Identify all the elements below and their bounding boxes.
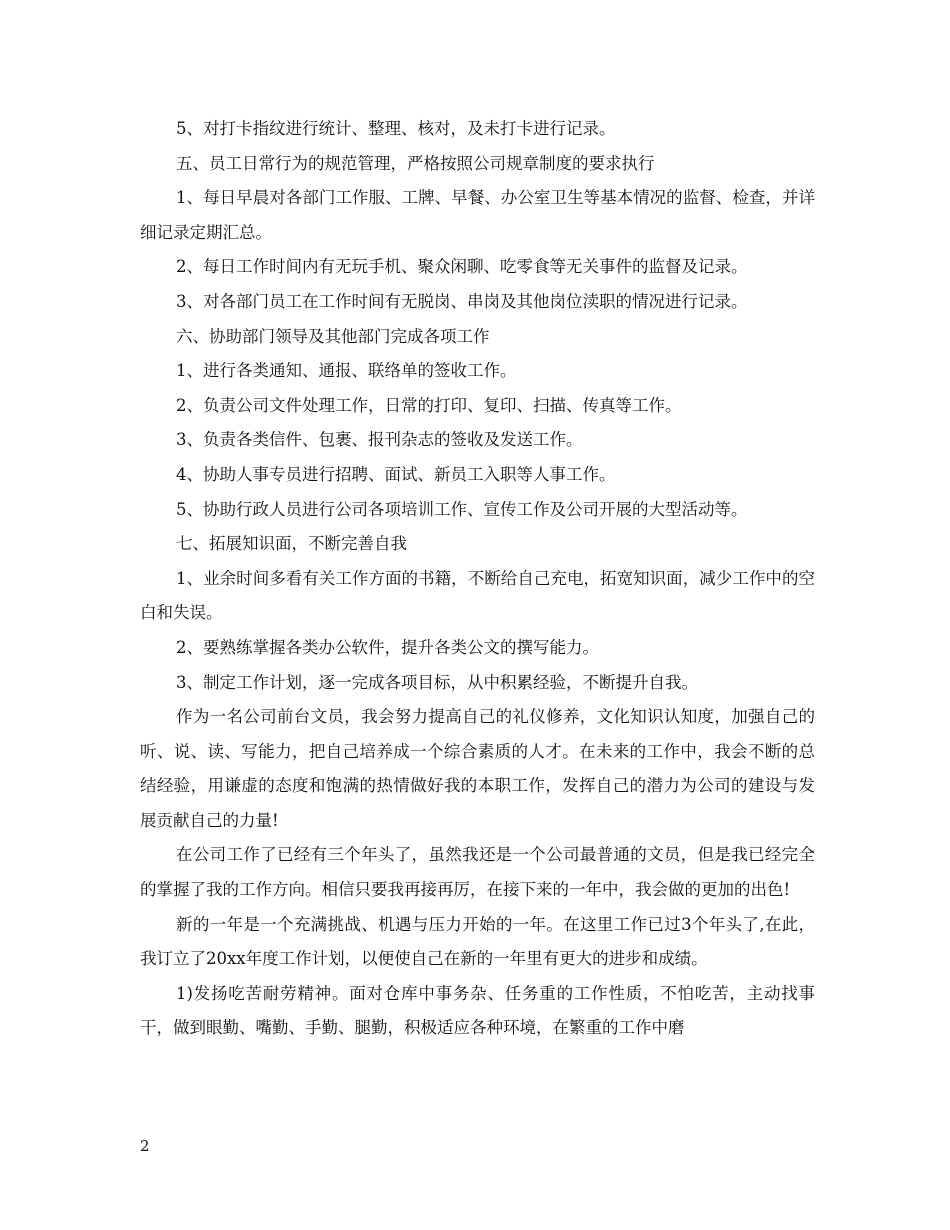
paragraph: 在公司工作了已经有三个年头了，虽然我还是一个公司最普通的文员，但是我已经完全的掌握了我的工作方向。相信只要我再接再厉，在接下来的一年中，我会做的更加的出色! xyxy=(140,845,815,900)
paragraph: 1)发扬吃苦耐劳精神。面对仓库中事务杂、任务重的工作性质，不怕吃苦，主动找事干，做到眼勤、嘴勤、手勤、腿勤，积极适应各种环境，在繁重的工作中磨 xyxy=(140,983,815,1038)
paragraph: 作为一名公司前台文员，我会努力提高自己的礼仪修养，文化知识认知度，加强自己的听、说、读、写能力，把自己培养成一个综合素质的人才。在未来的工作中，我会不断的总结经验，用谦虚的态度和饱满的热情做好我的本职工作，发挥自己的潜力为公司的建设与发展贡献自己的力量! xyxy=(140,707,815,830)
document-body xyxy=(140,112,815,1046)
paragraph: 2、负责公司文件处理工作，日常的打印、复印、扫描、传真等工作。 xyxy=(176,395,682,415)
paragraph: 1、业余时间多看有关工作方面的书籍，不断给自己充电，拓宽知识面，减少工作中的空白和失误。 xyxy=(140,568,815,623)
section-heading: 七、拓展知识面，不断完善自我 xyxy=(176,534,407,554)
paragraph: 2、每日工作时间内有无玩手机、聚众闲聊、吃零食等无关事件的监督及记录。 xyxy=(176,257,748,277)
paragraph: 1、进行各类通知、通报、联络单的签收工作。 xyxy=(176,361,517,381)
paragraph: 新的一年是一个充满挑战、机遇与压力开始的一年。在这里工作已过3个年头了,在此，我订立了20xx年度工作计划，以便使自己在新的一年里有更大的进步和成绩。 xyxy=(140,914,815,969)
page-number: 2 xyxy=(140,1137,150,1155)
paragraph: 2、要熟练掌握各类办公软件，提升各类公文的撰写能力。 xyxy=(176,637,599,657)
paragraph: 1、每日早晨对各部门工作服、工牌、早餐、办公室卫生等基本情况的监督、检查，并详细记录定期汇总。 xyxy=(140,188,815,242)
section-heading: 五、员工日常行为的规范管理，严格按照公司规章制度的要求执行 xyxy=(176,153,655,173)
paragraph: 3、负责各类信件、包裹、报刊杂志的签收及发送工作。 xyxy=(176,430,583,450)
section-heading: 六、协助部门领导及其他部门完成各项工作 xyxy=(176,326,490,346)
paragraph: 3、制定工作计划，逐一完成各项目标，从中积累经验，不断提升自我。 xyxy=(176,672,698,692)
paragraph: 5、协助行政人员进行公司各项培训工作、宣传工作及公司开展的大型活动等。 xyxy=(176,499,748,519)
paragraph: 3、对各部门员工在工作时间有无脱岗、串岗及其他岗位渎职的情况进行记录。 xyxy=(176,291,748,311)
paragraph: 4、协助人事专员进行招聘、面试、新员工入职等人事工作。 xyxy=(176,464,616,484)
paragraph: 5、对打卡指纹进行统计、整理、核对，及未打卡进行记录。 xyxy=(176,119,616,138)
